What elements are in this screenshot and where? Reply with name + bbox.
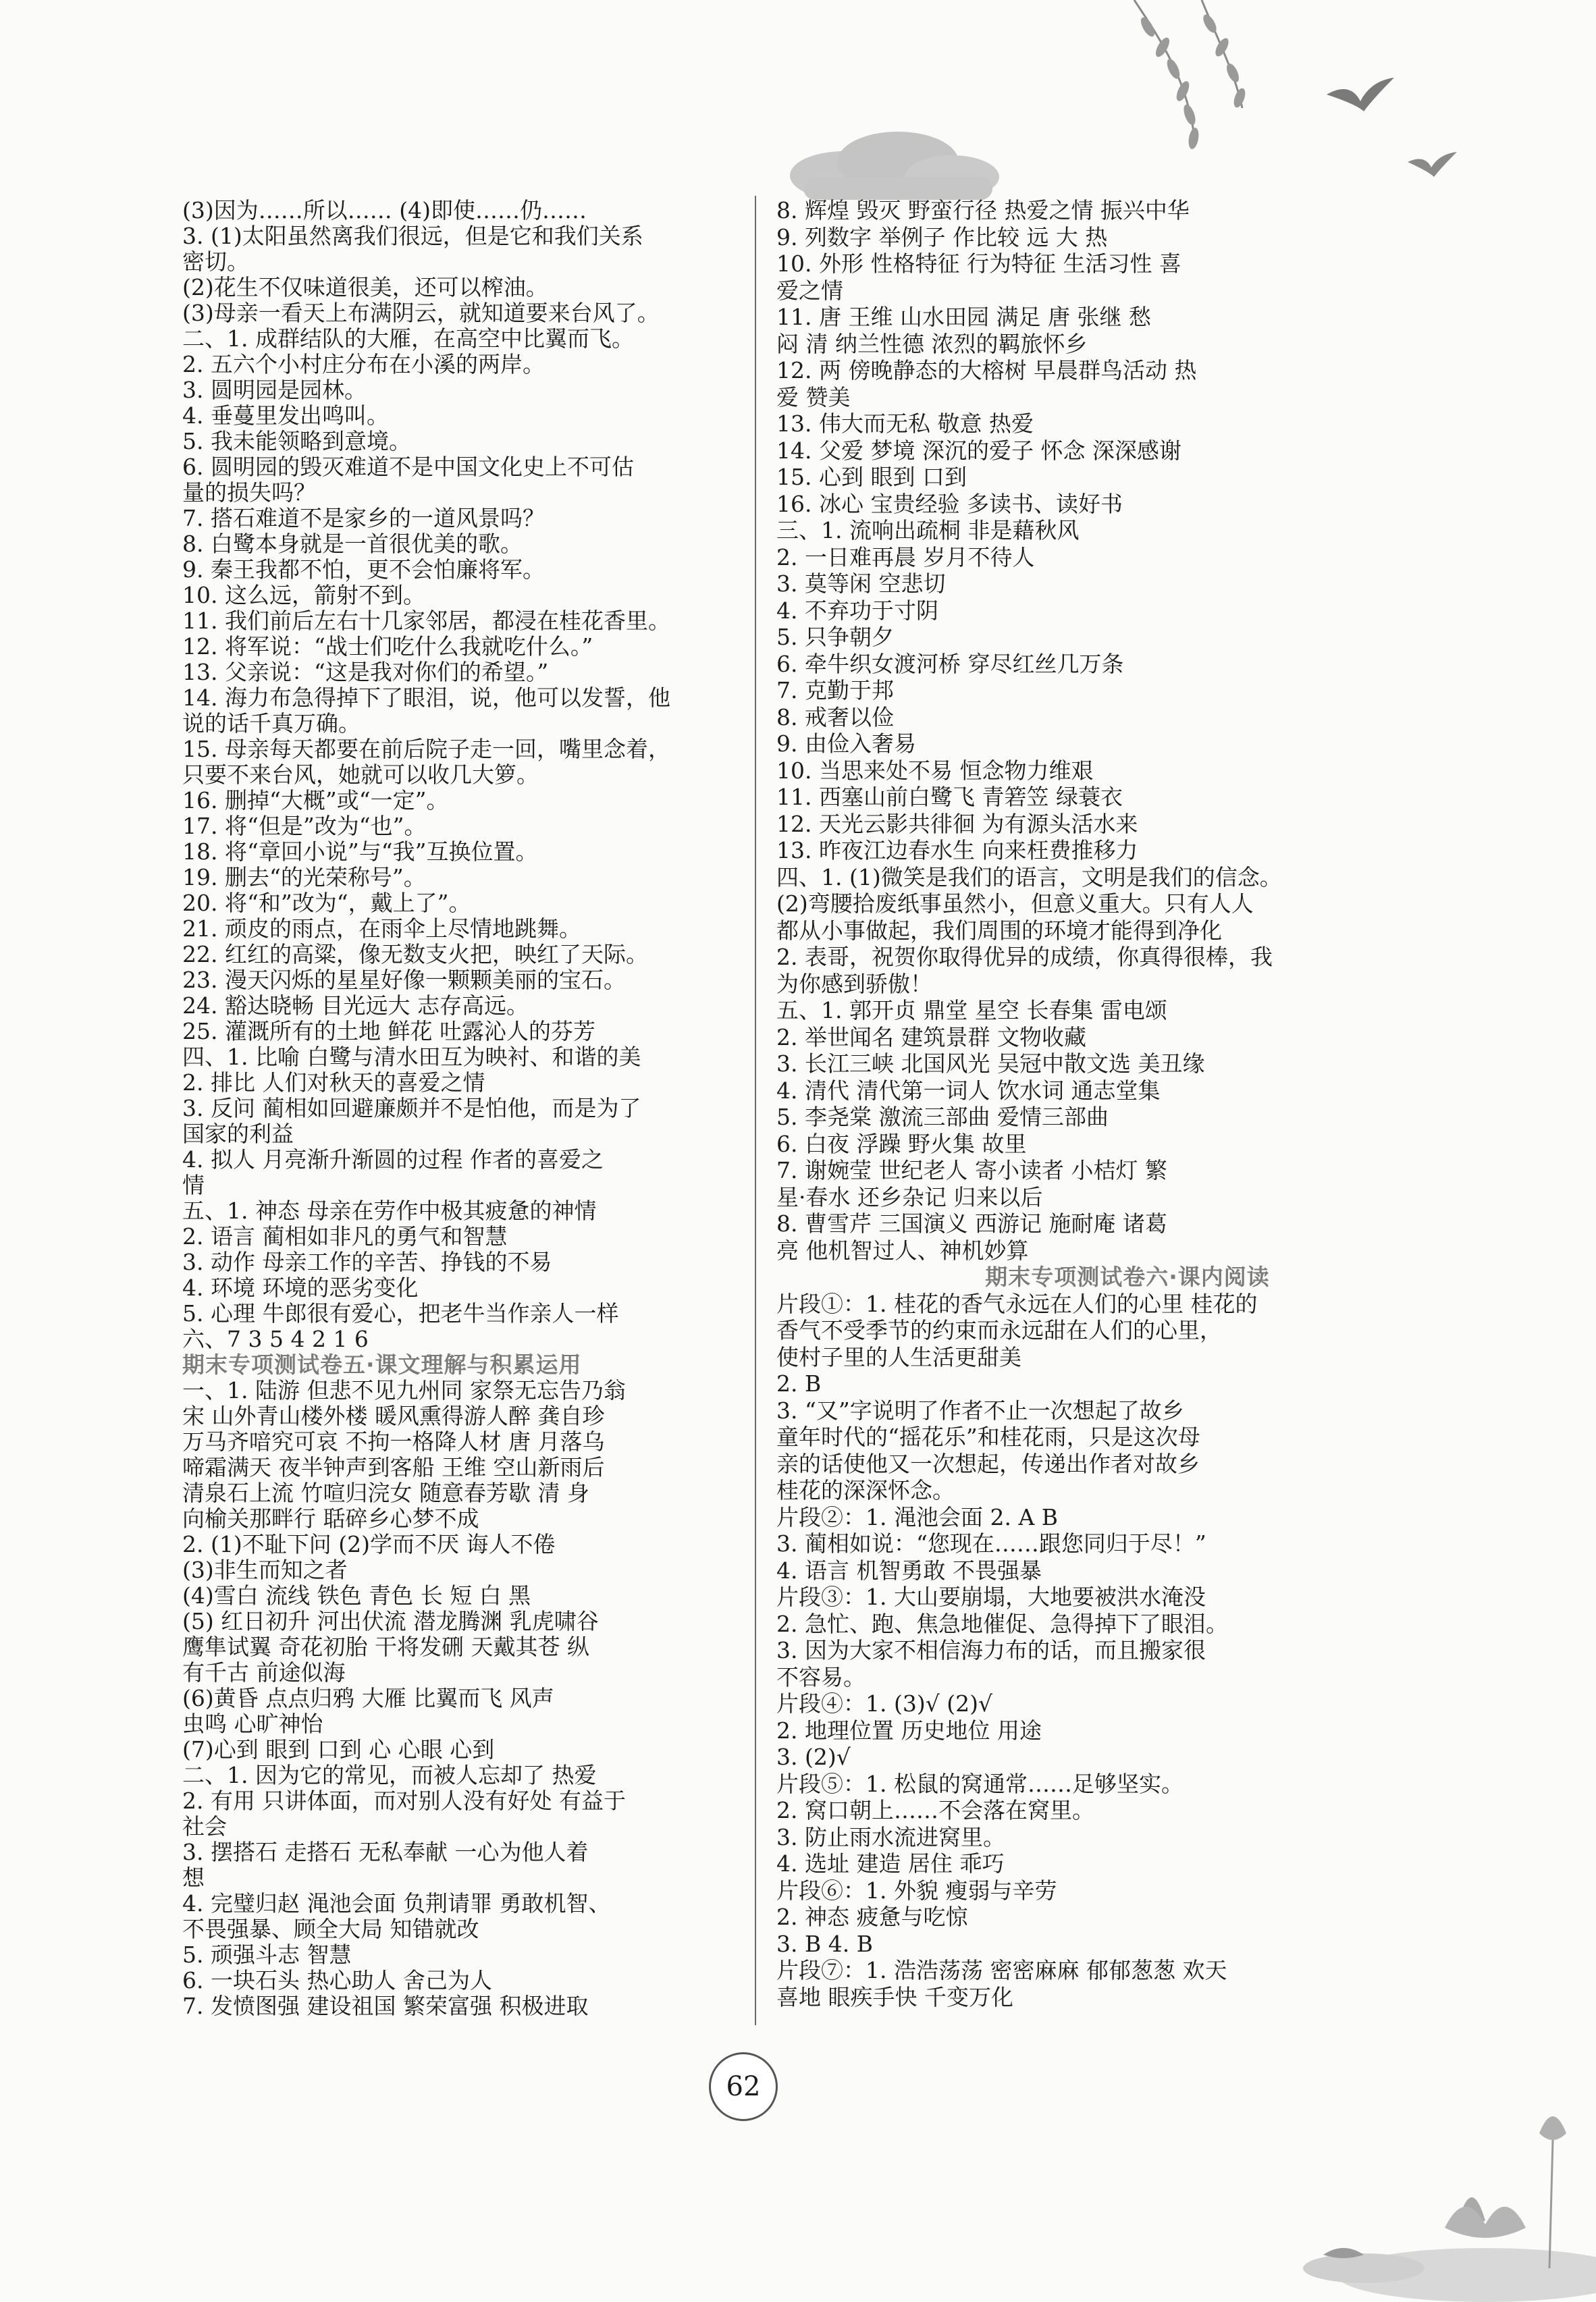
answer-line: (3)非生而知之者 [182, 1557, 348, 1583]
answer-line: 9. 由俭入奢易 [776, 730, 916, 757]
answer-line: 6. 圆明园的毁灭难道不是中国文化史上不可估 [182, 454, 634, 480]
answer-line: 7. 克勤于邦 [776, 677, 894, 703]
bird-decoration [1323, 74, 1398, 128]
answer-line: (4)雪白 流线 铁色 青色 长 短 白 黑 [182, 1582, 531, 1609]
answer-line: 11. 我们前后左右十几家邻居，都浸在桂花香里。 [182, 608, 670, 634]
answer-line: 5. 顽强斗志 智慧 [182, 1942, 352, 1968]
answer-line: 使村子里的人生活更甜美 [776, 1343, 1021, 1370]
answer-line: 3. 圆明园是园林。 [182, 377, 367, 403]
answer-line: (5) 红日初升 河出伏流 潜龙腾渊 乳虎啸谷 [182, 1608, 599, 1634]
answer-line: 片段④：1. (3)√ (2)√ [776, 1690, 993, 1717]
answer-line: 四、1. (1)微笑是我们的语言，文明是我们的信念。 [776, 863, 1282, 890]
answer-line: 啼霜满天 夜半钟声到客船 王维 空山新雨后 [182, 1454, 605, 1480]
answer-line: (2)弯腰拾废纸事虽然小，但意义重大。只有人人 [776, 890, 1254, 917]
answer-line: 10. 当思来处不易 恒念物力维艰 [776, 757, 1094, 784]
answer-line: 3. 摆搭石 走搭石 无私奉献 一心为他人着 [182, 1839, 589, 1865]
answer-line: 六、7 3 5 4 2 1 6 [182, 1326, 369, 1352]
answer-line: 12. 天光云影共徘徊 为有源头活水来 [776, 810, 1138, 837]
answer-line: 爱 赞美 [776, 383, 851, 410]
bird-decoration-small [1404, 149, 1458, 189]
answer-line: 4. 完璧归赵 渑池会面 负荆请罪 勇敢机智、 [182, 1890, 611, 1917]
lotus-decoration [1283, 2052, 1596, 2302]
answer-line: (2)花生不仅味道很美，还可以榨油。 [182, 274, 548, 300]
answer-line: 量的损失吗？ [182, 479, 316, 506]
answer-line: 4. 拟人 月亮渐升渐圆的过程 作者的喜爱之 [182, 1146, 604, 1173]
answer-line: 2. B [776, 1370, 822, 1397]
answer-line: 3. B 4. B [776, 1930, 873, 1957]
answer-line: 9. 秦王我都不怕，更不会怕廉将军。 [182, 556, 545, 583]
answer-line: (7)心到 眼到 口到 心 心眼 心到 [182, 1736, 495, 1763]
answer-line: 21. 顽皮的雨点，在雨伞上尽情地跳舞。 [182, 915, 581, 942]
answer-line: 童年时代的“摇花乐”和桂花雨，只是这次母 [776, 1424, 1200, 1450]
answer-line: (3)母亲一看天上布满阴云，就知道要来台风了。 [182, 300, 660, 326]
answer-line: 2. (1)不耻下问 (2)学而不厌 诲人不倦 [182, 1531, 556, 1557]
answer-line: 2. 五六个小村庄分布在小溪的两岸。 [182, 351, 545, 377]
answer-line: 7. 搭石难道不是家乡的一道风景吗？ [182, 505, 545, 531]
answer-line: 4. 不弃功于寸阴 [776, 597, 938, 624]
answer-line: 16. 删掉“大概”或“一定”。 [182, 787, 449, 813]
answer-line: 三、1. 流响出疏桐 非是藉秋风 [776, 517, 1080, 543]
answer-line: 13. 昨夜江边春水生 向来枉费推移力 [776, 837, 1138, 863]
answer-line: 8. 辉煌 毁灭 野蛮行径 热爱之情 振兴中华 [776, 197, 1190, 223]
answer-line: 片段⑤：1. 松鼠的窝通常……足够坚实。 [776, 1770, 1183, 1797]
answer-line: 2. 排比 人们对秋天的喜爱之情 [182, 1069, 485, 1096]
answer-line: 7. 发愤图强 建设祖国 繁荣富强 积极进取 [182, 1993, 589, 2019]
answer-line: 2. 表哥，祝贺你取得优异的成绩，你真得很棒，我 [776, 944, 1273, 970]
answer-line: 5. 李尧棠 激流三部曲 爱情三部曲 [776, 1104, 1109, 1130]
answer-line: 四、1. 比喻 白鹭与清水田互为映衬、和谐的美 [182, 1044, 641, 1070]
answer-line: 3. 长江三峡 北国风光 吴冠中散文选 美丑缘 [776, 1050, 1205, 1077]
answer-line: 12. 将军说：“战士们吃什么我就吃什么。” [182, 633, 593, 660]
answer-line: 清泉石上流 竹喧归浣女 随意春芳歇 清 身 [182, 1480, 589, 1506]
answer-line: 桂花的深深怀念。 [776, 1477, 955, 1503]
answer-line: 向榆关那畔行 聒碎乡心梦不成 [182, 1505, 479, 1532]
answer-line: 5. 只争朝夕 [776, 624, 894, 650]
answer-line: 情 [182, 1172, 205, 1198]
page-number: 62 [709, 2052, 778, 2121]
answer-line: 说的话千真万确。 [182, 710, 361, 737]
answer-line: 爱之情 [776, 277, 843, 304]
answer-line: 3. (1)太阳虽然离我们很远，但是它和我们关系 [182, 223, 643, 249]
answer-line: 25. 灌溉所有的土地 鲜花 吐露沁人的芬芳 [182, 1018, 595, 1044]
answer-line: 19. 删去“的光荣称号”。 [182, 864, 426, 890]
answer-line: 2. 神态 疲惫与吃惊 [776, 1904, 968, 1930]
answer-line: 4. 选址 建造 居住 乖巧 [776, 1850, 1005, 1877]
answer-line: 9. 列数字 举例子 作比较 远 大 热 [776, 223, 1108, 250]
answer-line: 15. 母亲每天都要在前后院子走一回，嘴里念着， [182, 736, 670, 762]
answer-line: 2. 一日难再晨 岁月不待人 [776, 543, 1035, 570]
answer-line: 11. 西塞山前白鹭飞 青箬笠 绿蓑衣 [776, 784, 1123, 810]
answer-line: 片段⑦：1. 浩浩荡荡 密密麻麻 郁郁葱葱 欢天 [776, 1957, 1227, 1983]
answer-line: 23. 漫天闪烁的星星好像一颗颗美丽的宝石。 [182, 967, 626, 993]
answer-line: 不畏强暴、顾全大局 知错就改 [182, 1916, 479, 1942]
answer-line: 万马齐喑究可哀 不拘一格降人材 唐 月落乌 [182, 1428, 605, 1455]
answer-line: 3. 动作 母亲工作的辛苦、挣钱的不易 [182, 1249, 552, 1275]
answer-line: 10. 外形 性格特征 行为特征 生活习性 喜 [776, 250, 1181, 277]
answer-line: 不容易。 [776, 1663, 866, 1690]
answer-line: 13. 伟大而无私 敬意 热爱 [776, 410, 1034, 437]
answer-line: 2. 语言 蔺相如非凡的勇气和智慧 [182, 1223, 508, 1250]
answer-line: 4. 垂蔓里发出鸣叫。 [182, 402, 389, 429]
answer-line: 闷 清 纳兰性德 浓烈的羁旅怀乡 [776, 330, 1088, 357]
answer-line: 密切。 [182, 248, 249, 275]
answer-line: 国家的利益 [182, 1121, 294, 1147]
answer-line: 22. 红红的高粱，像无数支火把，映红了天际。 [182, 941, 648, 967]
answer-line: 五、1. 郭开贞 鼎堂 星空 长春集 雷电颂 [776, 997, 1167, 1023]
answer-line: 6. 白夜 浮躁 野火集 故里 [776, 1130, 1027, 1157]
answer-line: 亮 他机智过人、神机妙算 [776, 1237, 1029, 1264]
answer-line: 二、1. 成群结队的大雁，在高空中比翼而飞。 [182, 325, 634, 352]
answer-line: 17. 将“但是”改为“也”。 [182, 813, 427, 839]
answer-line: 8. 白鹭本身就是一首很优美的歌。 [182, 531, 523, 557]
answer-line: (3)因为……所以…… (4)即使……仍…… [182, 197, 587, 223]
answer-line: 都从小事做起，我们周围的环境才能得到净化 [776, 917, 1222, 944]
answer-line: 五、1. 神态 母亲在劳作中极其疲惫的神情 [182, 1198, 597, 1224]
answer-line: 2. 急忙、跑、焦急地催促、急得掉下了眼泪。 [776, 1610, 1228, 1637]
answer-line: 4. 清代 清代第一词人 饮水词 通志堂集 [776, 1077, 1161, 1104]
answer-line: 有千古 前途似海 [182, 1659, 346, 1686]
section-heading: 期末专项测试卷六·课内阅读 [985, 1264, 1270, 1290]
answer-line: 18. 将“章回小说”与“我”互换位置。 [182, 838, 538, 865]
answer-line: 8. 戒奢以俭 [776, 703, 894, 730]
answer-line: 2. 举世闻名 建筑景群 文物收藏 [776, 1023, 1086, 1050]
cloud-decoration [783, 128, 1006, 203]
answer-line: 8. 曹雪芹 三国演义 西游记 施耐庵 诸葛 [776, 1210, 1167, 1237]
answer-line: 2. 地理位置 历史地位 用途 [776, 1717, 1042, 1744]
answer-line: 香气不受季节的约束而永远甜在人们的心里， [776, 1317, 1222, 1343]
answer-line: 24. 豁达晓畅 目光远大 志存高远。 [182, 992, 529, 1019]
answer-line: 一、1. 陆游 但悲不见九州同 家祭无忘告乃翁 [182, 1377, 626, 1403]
answer-line: 5. 心理 牛郎很有爱心，把老牛当作亲人一样 [182, 1300, 619, 1327]
answer-line: 11. 唐 王维 山水田园 满足 唐 张继 愁 [776, 304, 1151, 330]
answer-line: 片段①：1. 桂花的香气永远在人们的心里 桂花的 [776, 1290, 1258, 1317]
answer-line: 片段⑥：1. 外貌 瘦弱与辛劳 [776, 1877, 1057, 1904]
willow-branch-decoration [1107, 0, 1350, 169]
answer-line: 星·春水 还乡杂记 归来以后 [776, 1183, 1043, 1210]
answer-line: 片段③：1. 大山要崩塌，大地要被洪水淹没 [776, 1584, 1206, 1610]
answer-line: 片段②：1. 渑池会面 2. A B [776, 1503, 1059, 1530]
answer-line: 13. 父亲说：“这是我对你们的希望。” [182, 659, 549, 685]
answer-line: 14. 父爱 梦境 深沉的爱子 怀念 深深感谢 [776, 437, 1181, 464]
answer-line: 2. 有用 只讲体面，而对别人没有好处 有益于 [182, 1788, 626, 1814]
section-heading: 期末专项测试卷五·课文理解与积累运用 [182, 1351, 582, 1378]
answer-line: 只要不来台风，她就可以收几大箩。 [182, 761, 539, 788]
answer-line: 鹰隼试翼 奇花初胎 干将发硎 天戴其苍 纵 [182, 1634, 589, 1660]
answer-line: 亲的话使他又一次想起，传递出作者对故乡 [776, 1450, 1200, 1477]
answer-line: 15. 心到 眼到 口到 [776, 464, 967, 490]
answer-line: 14. 海力布急得掉下了眼泪，说，他可以发誓，他 [182, 685, 670, 711]
answer-line: 10. 这么远，箭射不到。 [182, 582, 425, 608]
answer-line: 虫鸣 心旷神怡 [182, 1711, 323, 1737]
answer-line: 喜地 眼疾手快 千变万化 [776, 1983, 1013, 2010]
answer-line: 3. “又”字说明了作者不止一次想起了故乡 [776, 1397, 1184, 1424]
answer-line: (6)黄昏 点点归鸦 大雁 比翼而飞 风声 [182, 1685, 554, 1711]
answer-line: 宋 山外青山楼外楼 暖风熏得游人醉 龚自珍 [182, 1403, 605, 1429]
answer-line: 想 [182, 1865, 205, 1891]
answer-line: 3. 蔺相如说：“您现在……跟您同归于尽！” [776, 1530, 1206, 1557]
answer-line: 20. 将“和”改为“，戴上了”。 [182, 890, 471, 916]
answer-line: 6. 牵牛织女渡河桥 穿尽红丝几万条 [776, 650, 1124, 677]
answer-line: 二、1. 因为它的常见，而被人忘却了 热爱 [182, 1762, 597, 1788]
answer-line: 3. 反问 蔺相如回避廉颇并不是怕他，而是为了 [182, 1095, 641, 1121]
answer-line: 社会 [182, 1813, 227, 1840]
answer-line: 5. 我未能领略到意境。 [182, 428, 411, 454]
answer-line: 7. 谢婉莹 世纪老人 寄小读者 小桔灯 繁 [776, 1157, 1167, 1183]
answer-line: 16. 冰心 宝贵经验 多读书、读好书 [776, 490, 1123, 517]
answer-line: 3. (2)√ [776, 1744, 851, 1770]
answer-line: 4. 语言 机智勇敢 不畏强暴 [776, 1557, 1042, 1584]
answer-line: 12. 两 傍晚静态的大榕树 早晨群鸟活动 热 [776, 357, 1197, 383]
answer-line: 4. 环境 环境的恶劣变化 [182, 1275, 419, 1301]
answer-line: 2. 窝口朝上……不会落在窝里。 [776, 1797, 1094, 1823]
answer-line: 3. 防止雨水流进窝里。 [776, 1823, 1005, 1850]
answer-line: 3. 莫等闲 空悲切 [776, 570, 946, 597]
answer-line: 为你感到骄傲！ [776, 970, 932, 997]
answer-line: 6. 一块石头 热心助人 舍己为人 [182, 1967, 492, 1993]
answer-line: 3. 因为大家不相信海力布的话，而且搬家很 [776, 1637, 1206, 1663]
